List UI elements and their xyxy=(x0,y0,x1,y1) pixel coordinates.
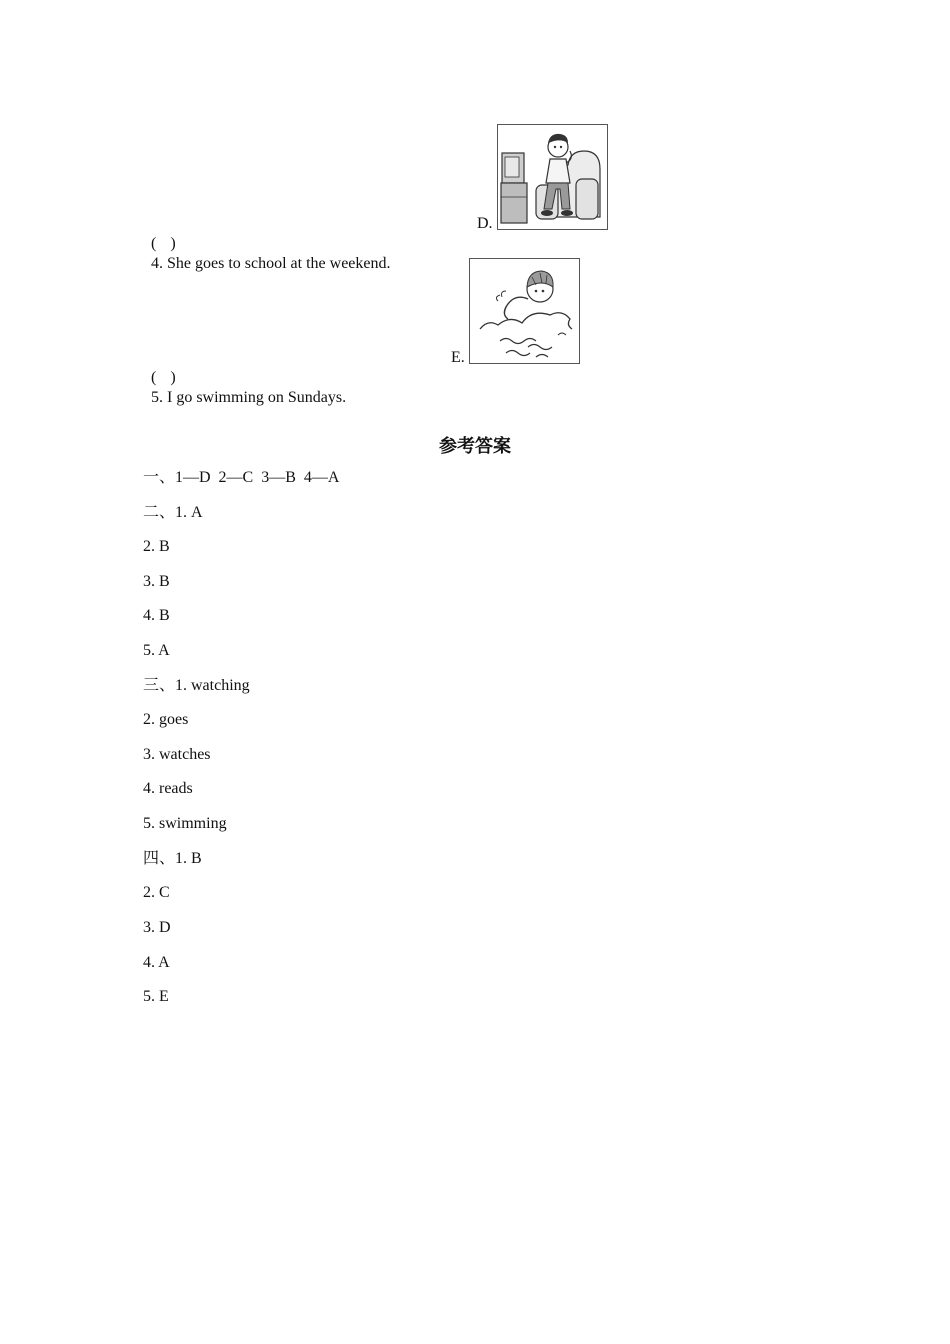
paren-close: ) xyxy=(170,235,176,252)
answer-line: 2. B xyxy=(143,538,170,555)
answer-line: 二、1. A xyxy=(143,504,203,521)
option-d-label: D. xyxy=(477,215,493,232)
boy-watching-tv-icon xyxy=(497,124,608,230)
answer-line: 2. C xyxy=(143,884,170,901)
answer-line: 4. B xyxy=(143,607,170,624)
question-text: 5. I go swimming on Sundays. xyxy=(151,389,347,406)
option-e-label: E. xyxy=(451,349,465,366)
question-text: 4. She goes to school at the weekend. xyxy=(151,255,391,272)
swimmer-icon xyxy=(469,258,580,364)
answer-line: 三、1. watching xyxy=(143,677,250,694)
answer-line: 5. E xyxy=(143,988,169,1005)
paren-open: ( xyxy=(151,235,157,252)
answer-line: 一、1—D 2—C 3—B 4—A xyxy=(143,469,340,486)
answer-line: 4. A xyxy=(143,954,170,971)
answer-line: 2. goes xyxy=(143,711,189,728)
answer-line: 3. watches xyxy=(143,746,211,763)
paren-close: ) xyxy=(170,369,176,386)
answer-line: 3. B xyxy=(143,573,170,590)
question-5 xyxy=(143,348,346,408)
answer-line: 四、1. B xyxy=(143,850,202,867)
paren-open: ( xyxy=(151,369,157,386)
answer-title: 参考答案 xyxy=(439,436,511,456)
answer-line: 3. D xyxy=(143,919,171,936)
answer-line: 4. reads xyxy=(143,780,193,797)
answer-line: 5. A xyxy=(143,642,170,659)
answer-line: 5. swimming xyxy=(143,815,227,832)
question-4 xyxy=(143,214,391,274)
